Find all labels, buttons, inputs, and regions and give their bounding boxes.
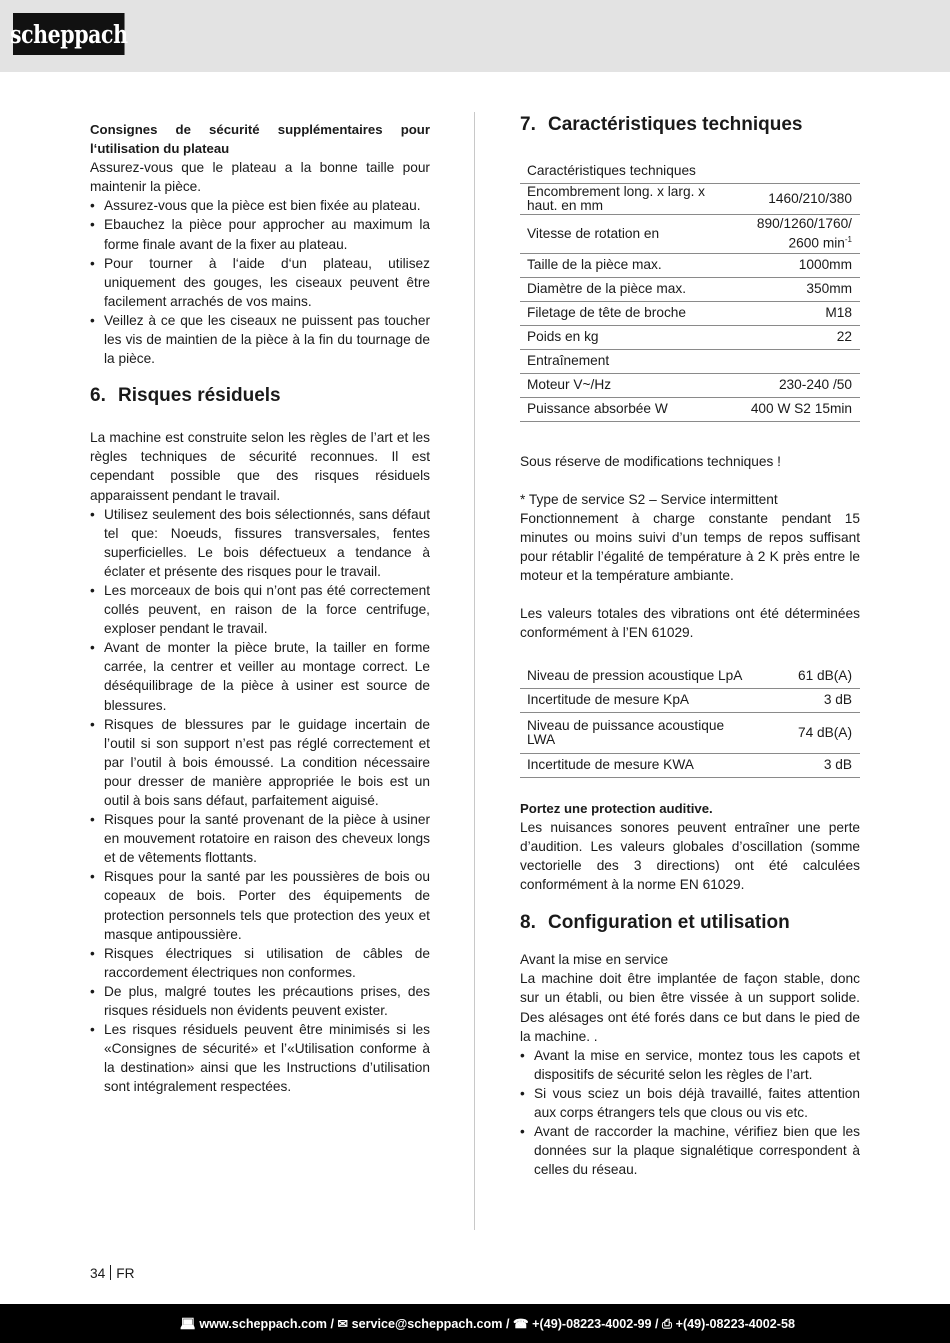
phone-icon: ☎︎	[512, 1316, 529, 1331]
section6-bullet-list	[90, 505, 430, 1097]
fax-number: +(49)-08223-4002-58	[675, 1316, 795, 1331]
spec-value: 400 W S2 15min	[735, 397, 860, 421]
separator: /	[655, 1316, 663, 1331]
list-item: • De plus, malgré toutes les précautions prises, des risques résiduels non évidents peuvent exister.	[90, 982, 430, 1020]
noise-label: Incertitude de mesure KpA	[520, 688, 775, 712]
page-footer	[90, 1265, 134, 1281]
intro-bullet-list	[90, 196, 430, 368]
fax-icon: ⎙	[662, 1316, 673, 1331]
table-row	[520, 664, 860, 688]
mail-icon: ✉︎	[337, 1316, 349, 1331]
table-row	[520, 325, 860, 349]
header-bar	[0, 0, 950, 72]
specs-header: Caractéristiques techniques	[520, 159, 860, 183]
section6-number: 6.	[90, 385, 106, 407]
section7-title: Caractéristiques techniques	[548, 114, 803, 135]
list-item: • Avant de monter la pièce brute, la tailler en forme carrée, la centrer et veiller au montage correct. Le déséquilibrage de la pièce à usiner est source de blessures.	[90, 638, 430, 714]
left-column	[90, 120, 430, 1097]
spec-value: 890/1260/1760/ 2600	[756, 215, 852, 251]
table-row	[520, 277, 860, 301]
spec-label: Entraînement	[520, 349, 735, 373]
specs-table	[520, 159, 860, 422]
section7-number: 7.	[520, 114, 536, 135]
list-item: • Pour tourner à l‘aide d‘un plateau, utilisez uniquement des gouges, les ciseaux peuvent être facilement arrachés de vos mains.	[90, 254, 430, 311]
list-item: • Risques pour la santé provenant de la pièce à usiner en mouvement rotatoire en raison des cheveux longs et de vêtements flottants.	[90, 810, 430, 867]
list-item: • Ebauchez la pièce pour approcher au maximum la forme finale avant de la fixer au plateau.	[90, 215, 430, 253]
spec-value: 22	[735, 325, 860, 349]
spec-label: Taille de la pièce max.	[520, 253, 735, 277]
section6-heading	[90, 384, 430, 408]
spec-unit: min	[822, 235, 845, 251]
section6-text: La machine est construite selon les règles de l’art et les règles techniques de sécurité reconnues. Il est cependant possible que des risques résiduels apparaissent pendant le travail.	[90, 430, 430, 503]
service-text: Fonctionnement à charge constante pendant 15 minutes ou moins suivi d’un temps de repos suffisant pour rétablir l’égalité de température à 2 K près entre le moteur et la température ambiante.	[520, 510, 860, 583]
email-link[interactable]: service@scheppach.com	[351, 1316, 503, 1331]
spec-label: Encombrement long. x larg. x haut. en mm	[520, 183, 735, 214]
table-row	[520, 159, 860, 183]
spec-label: Diamètre de la pièce max.	[520, 277, 735, 301]
spec-label: Vitesse de rotation en	[520, 214, 735, 253]
list-item: • Assurez-vous que la pièce est bien fixée au plateau.	[90, 196, 430, 215]
contact-bar	[0, 1304, 950, 1343]
list-item: • Risques pour la santé par les poussières de bois ou copeaux de bois. Porter des équipements de protection personnels tels que protection des yeux et masque antipoussière.	[90, 867, 430, 943]
language-code: FR	[116, 1266, 135, 1281]
list-item: • Avant la mise en service, montez tous les capots et dispositifs de sécurité selon les règles de l’art.	[520, 1046, 860, 1084]
table-row	[520, 253, 860, 277]
noise-label: Niveau de pression acoustique LpA	[520, 664, 775, 688]
hearing-title: Portez une protection auditive.	[520, 800, 713, 816]
scheppach-logo: scheppach	[13, 13, 125, 55]
table-row	[520, 301, 860, 325]
spec-label: Puissance absorbée W	[520, 397, 735, 421]
spec-label: Filetage de tête de broche	[520, 301, 735, 325]
table-row	[520, 397, 860, 421]
noise-label: Incertitude de mesure KWA	[520, 753, 775, 777]
spec-value: 230-240 /50	[735, 373, 860, 397]
service-type: * Type de service S2 – Service intermittent	[520, 491, 778, 507]
phone-number: +(49)-08223-4002-99	[532, 1316, 652, 1331]
table-row	[520, 712, 860, 753]
section8-number: 8.	[520, 912, 536, 934]
page-number: 34	[90, 1266, 106, 1281]
contact-info	[180, 1316, 795, 1332]
table-row	[520, 753, 860, 777]
noise-value: 74 dB(A)	[775, 712, 860, 753]
vibration-text: Les valeurs totales des vibrations ont été déterminées conformément à l’EN 61029.	[520, 606, 860, 641]
table-row	[520, 688, 860, 712]
intro-title: Consignes de sécurité supplémentaires pour l‘utilisation du plateau	[90, 122, 430, 157]
section8-subtitle: Avant la mise en service	[520, 952, 669, 968]
hearing-text: Les nuisances sonores peuvent entraîner une perte d’audition. Les valeurs globales d’oscillation (somme vectorielle des 3 directions) ont été calculées conformément à la norme EN 61029.	[520, 819, 860, 893]
spec-value: 1460/210/380	[735, 183, 860, 214]
table-row	[520, 349, 860, 373]
intro-text: Assurez-vous que le plateau a la bonne taille pour maintenir la pièce.	[90, 160, 430, 195]
list-item: • Avant de raccorder la machine, vérifiez bien que les données sur la plaque signalétique correspondent à celles du réseau.	[520, 1122, 860, 1179]
list-item: • Risques de blessures par le guidage incertain de l’outil si son support n’est pas réglé correctement et par l’outil à bois émoussé. La condition nécessaire pour dresser de manière appropriée le bois est un outil à bois sans défaut, parfaitement aiguisé.	[90, 715, 430, 810]
table-row	[520, 373, 860, 397]
computer-icon: 💻︎	[179, 1316, 196, 1331]
noise-value: 61 dB(A)	[775, 664, 860, 688]
list-item: • Les risques résiduels peuvent être minimisés si les «Consignes de sécurité» et l’«Utilisation conforme à la destination» ainsi que les Instructions d’utilisation sont intégralement respectées.	[90, 1020, 430, 1096]
spec-unit-exponent: -1	[844, 234, 852, 244]
website-link[interactable]: www.scheppach.com	[199, 1316, 327, 1331]
reserve-note: Sous réserve de modifications techniques !	[520, 453, 781, 469]
spec-value: M18	[735, 301, 860, 325]
list-item: • Risques électriques si utilisation de câbles de raccordement électriques non conformes.	[90, 944, 430, 982]
noise-table	[520, 664, 860, 778]
table-row	[520, 183, 860, 214]
list-item: • Utilisez seulement des bois sélectionnés, sans défaut tel que: Noeuds, fissures transversales, fentes superficielles. Le bois défectueux a tendance à éclater et présente des risques pour le travail.	[90, 505, 430, 581]
separator: /	[505, 1316, 513, 1331]
spec-value-speed	[735, 214, 860, 253]
section8-title: Configuration et utilisation	[548, 912, 790, 934]
section8-text: La machine doit être implantée de façon stable, donc sur un établi, ou bien être vissée à un support solide. Des alésages ont été forés dans ce but dans le pied de la machine. .	[520, 971, 860, 1044]
section8-bullet-list	[520, 1046, 860, 1180]
noise-value: 3 dB	[775, 688, 860, 712]
separator: /	[330, 1316, 338, 1331]
table-row	[520, 214, 860, 253]
section7-heading	[520, 113, 860, 137]
spec-value: 1000mm	[735, 253, 860, 277]
noise-label: Niveau de puissance acoustique LWA	[520, 712, 775, 753]
list-item: • Si vous sciez un bois déjà travaillé, faites attention aux corps étrangers tels que clous ou vis etc.	[520, 1084, 860, 1122]
spec-value	[735, 349, 860, 373]
section6-title: Risques résiduels	[118, 385, 281, 407]
right-column	[520, 113, 860, 1179]
list-item: • Veillez à ce que les ciseaux ne puissent pas toucher les vis de maintien de la pièce à la fin du tournage de la pièce.	[90, 311, 430, 368]
spec-label: Moteur V~/Hz	[520, 373, 735, 397]
footer-separator	[110, 1265, 111, 1280]
spec-label: Poids en kg	[520, 325, 735, 349]
spec-value: 350mm	[735, 277, 860, 301]
list-item: • Les morceaux de bois qui n’ont pas été correctement collés peuvent, en raison de la force centrifuge, exploser pendant le travail.	[90, 581, 430, 638]
noise-value: 3 dB	[775, 753, 860, 777]
section8-heading	[520, 911, 860, 935]
column-divider	[474, 112, 475, 1230]
